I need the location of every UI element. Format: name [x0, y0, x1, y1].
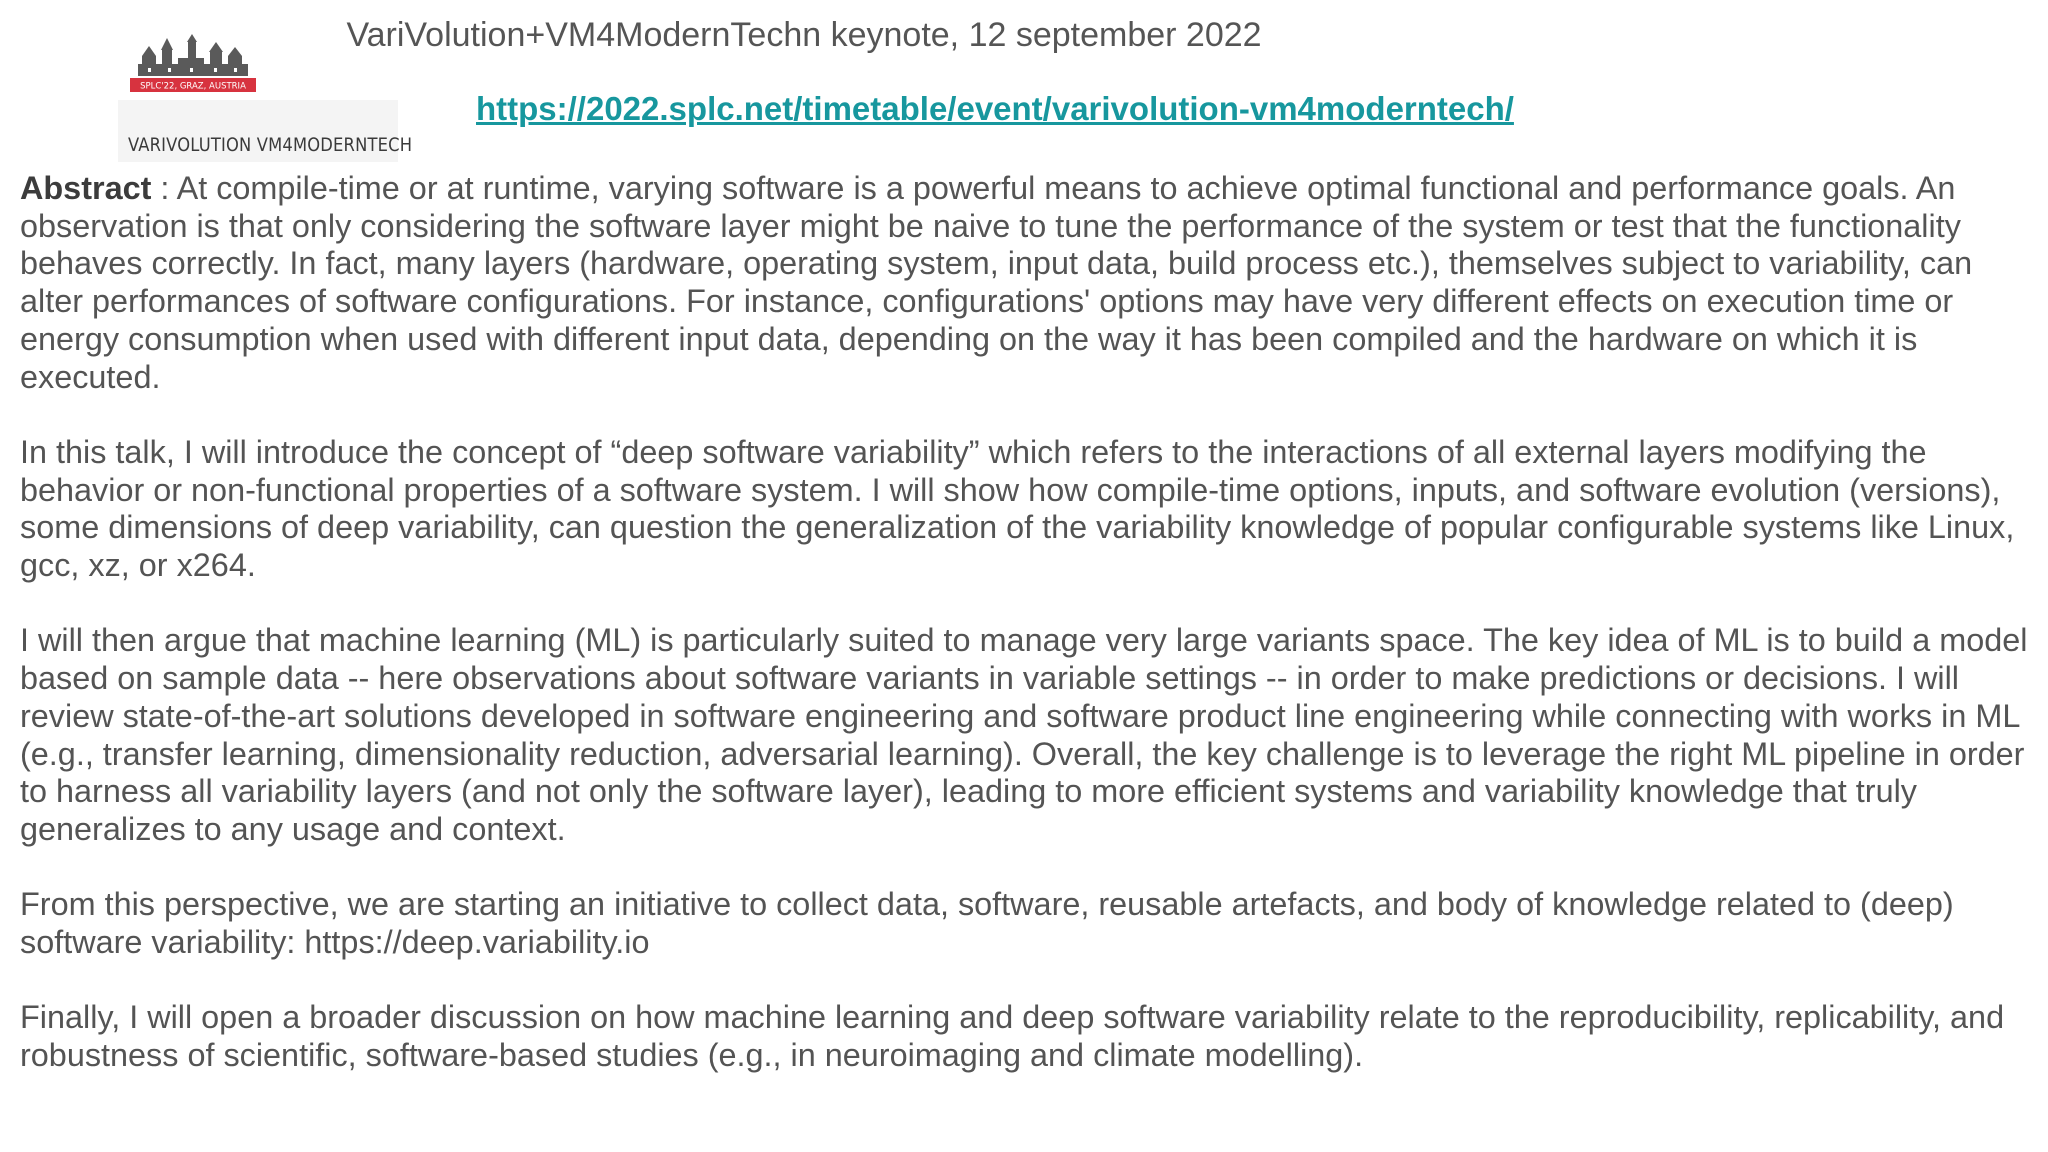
svg-text:SPLC'22, GRAZ, AUSTRIA: SPLC'22, GRAZ, AUSTRIA — [140, 81, 246, 92]
event-link[interactable]: https://2022.splc.net/timetable/event/varivolution-vm4moderntech/ — [476, 90, 1514, 127]
abstract-paragraph-5: Finally, I will open a broader discussion on how machine learning and deep software variability relate to the reproducibility, replicability, and robustness of scientific, software-based studies (e.g., in neuroimaging and climate modelling). — [20, 999, 2005, 1074]
abstract-paragraph-2: In this talk, I will introduce the concept of “deep software variability” which refers to the interactions of all external layers modifying the behavior or non-functional properties of a software system. I will show how compile-time options, inputs, and software evolution (versions), some dimensions of deep variability, can question the generalization of the variability knowledge of popular configurable systems like Linux, gcc, xz, or x264. — [20, 433, 2015, 584]
abstract-paragraph-4: From this perspective, we are starting an initiative to collect data, software, reusable artefacts, and body of knowledge related to (deep) software variability: https://deep.variability.io — [20, 886, 1954, 961]
abstract-intro: : At compile-time or at runtime, varying software is a powerful means to achieve optimal functional and performance goals. An observation is that only considering the software layer might be naive to tune the performance of the system or test that the functionality behaves correctly. In fact, many layers (hardware, operating system, input data, build process etc.), themselves subject to variability, can alter performances of software configurations. For instance, configurations' options may have very different effects on execution time or energy consumption when used with different input data, depending on the way it has been compiled and the hardware on which it is executed. — [20, 170, 1973, 395]
abstract-paragraph-1 — [20, 170, 2036, 396]
abstract-body — [20, 170, 2036, 1113]
abstract-label: Abstract — [20, 170, 152, 206]
page-title: VariVolution+VM4ModernTechn keynote, 12 september 2022 — [346, 16, 1262, 54]
workshop-logo-text: VARIVOLUTION VM4MODERNTECH — [128, 134, 413, 156]
abstract-paragraph-3: I will then argue that machine learning (ML) is particularly suited to manage very large variants space. The key idea of ML is to build a model based on sample data -- here observations about software variants in variable settings -- in order to make predictions or decisions. I will review state-of-the-art solutions developed in software engineering and software product line engineering while connecting with works in ML (e.g., transfer learning, dimensionality reduction, adversarial learning). Overall, the key challenge is to leverage the right ML pipeline in order to harness all variability layers (and not only the software layer), leading to more efficient systems and variability knowledge that truly generalizes to any usage and context. — [20, 622, 2028, 847]
